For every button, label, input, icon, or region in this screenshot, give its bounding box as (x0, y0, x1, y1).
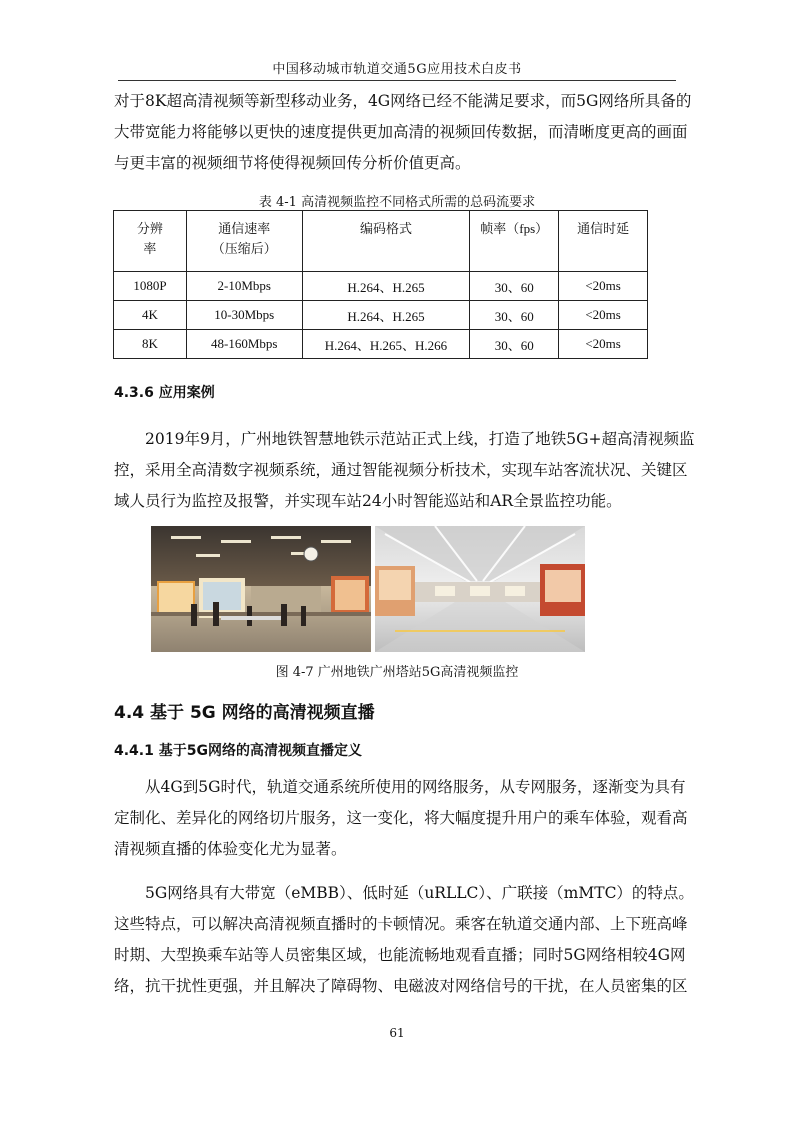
definition-line: 5G网络具有大带宽（eMBB）、低时延（uRLLC）、广联接（mMTC）的特点。 (145, 884, 694, 902)
header-latency: 通信时延 (559, 211, 648, 272)
page-number: 61 (389, 1026, 405, 1040)
header-rate-line2: （压缩后） (211, 241, 277, 256)
definition-line: 从4G到5G时代，轨道交通系统所使用的网络服务，从专网服务，逐渐变为具有 (145, 778, 686, 796)
cell-fps: 30、60 (470, 330, 559, 359)
cell-fps: 30、60 (470, 301, 559, 330)
cell-latency: <20ms (559, 272, 648, 301)
cell-resolution: 1080P (114, 272, 187, 301)
cell-rate: 10-30Mbps (186, 301, 302, 330)
section-heading-4-3-6: 4.3.6 应用案例 (114, 385, 215, 401)
station-hall-photo (151, 526, 371, 652)
header-resolution-line1: 分辨 (136, 221, 163, 236)
table-row (114, 330, 648, 359)
case-line: 控，采用全高清数字视频系统，通过智能视频分析技术，实现车站客流状况、关键区 (114, 461, 688, 479)
header-resolution (114, 211, 187, 272)
intro-line: 与更丰富的视频细节将使得视频回传分析价值更高。 (114, 154, 471, 172)
case-line: 域人员行为监控及报警，并实现车站24小时智能巡站和AR全景监控功能。 (114, 492, 622, 510)
cell-codec: H.264、H.265、H.266 (302, 330, 470, 359)
header-codec: 编码格式 (302, 211, 470, 272)
header-rate-line1: 通信速率 (218, 221, 271, 236)
platform-photo (375, 526, 585, 652)
case-line: 2019年9月，广州地铁智慧地铁示范站正式上线，打造了地铁5G+超高清视频监 (145, 430, 695, 448)
section-heading-4-4: 4.4 基于 5G 网络的高清视频直播 (114, 703, 375, 723)
table-row (114, 301, 648, 330)
cell-latency: <20ms (559, 301, 648, 330)
definition-paragraph-2 (114, 878, 704, 1002)
cell-codec: H.264、H.265 (302, 272, 470, 301)
figure-caption: 图 4-7 广州地铁广州塔站5G高清视频监控 (275, 665, 519, 680)
cell-codec: H.264、H.265 (302, 301, 470, 330)
cell-fps: 30、60 (470, 272, 559, 301)
definition-line: 时期、大型换乘车站等人员密集区域，也能流畅地观看直播；同时5G网络相较4G网 (114, 946, 686, 964)
section-heading-4-4-1: 4.4.1 基于5G网络的高清视频直播定义 (114, 743, 362, 759)
case-paragraph (114, 424, 704, 517)
cell-rate: 2-10Mbps (186, 272, 302, 301)
header-rule (118, 80, 676, 81)
definition-line: 这些特点，可以解决高清视频直播时的卡顿情况。乘客在轨道交通内部、上下班高峰 (114, 915, 688, 933)
header-fps: 帧率（fps） (470, 211, 559, 272)
cell-rate: 48-160Mbps (186, 330, 302, 359)
definition-line: 定制化、差异化的网络切片服务，这一变化，将大幅度提升用户的乘车体验，观看高 (114, 809, 688, 827)
intro-paragraph (114, 86, 704, 179)
cell-resolution: 8K (114, 330, 187, 359)
table-row (114, 272, 648, 301)
definition-line: 清视频直播的体验变化尤为显著。 (114, 840, 347, 858)
intro-line: 对于8K超高清视频等新型移动业务，4G网络已经不能满足要求，而5G网络所具备的 (114, 92, 692, 110)
definition-paragraph-1 (114, 772, 704, 865)
cell-latency: <20ms (559, 330, 648, 359)
header-rate (186, 211, 302, 272)
running-header: 中国移动城市轨道交通5G应用技术白皮书 (272, 62, 522, 77)
intro-line: 大带宽能力将能够以更快的速度提供更加高清的视频回传数据，而清晰度更高的画面 (114, 123, 688, 141)
table-header-row (114, 211, 648, 272)
header-resolution-line2: 率 (143, 241, 157, 256)
table-caption: 表 4-1 高清视频监控不同格式所需的总码流要求 (258, 195, 536, 210)
bitrate-table (113, 210, 648, 359)
definition-line: 络，抗干扰性更强，并且解决了障碍物、电磁波对网络信号的干扰，在人员密集的区 (114, 977, 688, 995)
cell-resolution: 4K (114, 301, 187, 330)
